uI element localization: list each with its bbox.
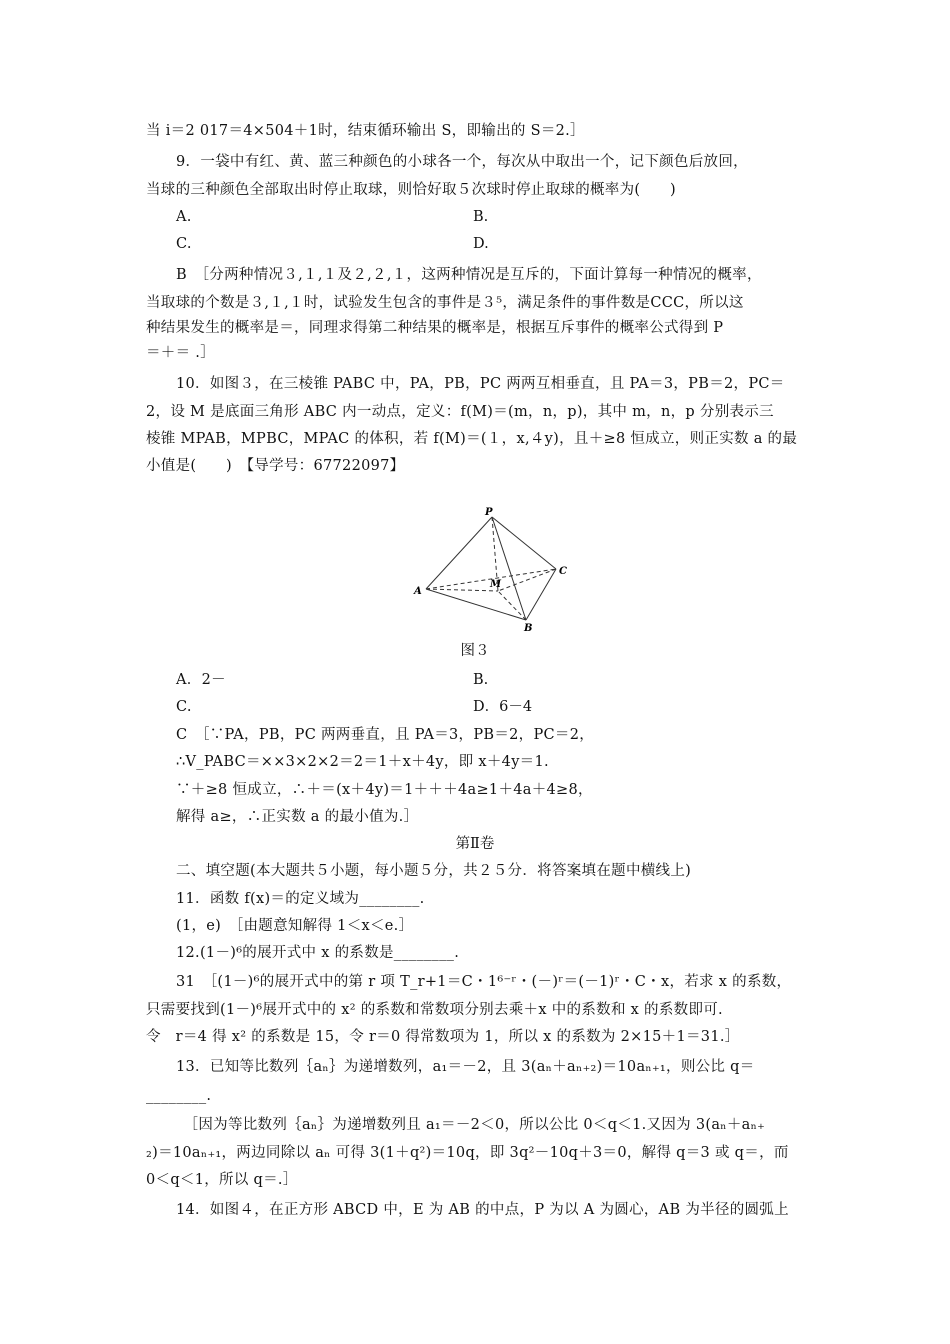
question-14: 14．如图４，在正方形 ABCD 中，E 为 AB 的中点，P 为以 A 为圆心，AB 为半径的圆弧上 xyxy=(176,1202,789,1218)
answer-12: 31 ［(1－)⁶的展开式中的第 r 项 T_r+1＝C・1⁶⁻ʳ・(－)ʳ＝(－1)ʳ・C・x，若求 x 的系数， xyxy=(176,974,792,990)
pyramid-figure xyxy=(410,505,585,635)
edge-PC xyxy=(492,517,556,569)
label-B: B xyxy=(524,623,533,634)
section-instructions: 二、填空题(本大题共５小题，每小题５分，共２５分．将答案填在题中横线上) xyxy=(176,863,692,879)
question-10-stem: 10．如图３，在三棱锥 PABC 中，PA，PB，PC 两两互相垂直，且 PA＝3，PB＝2，PC＝ xyxy=(176,376,785,392)
option-b: B. xyxy=(473,209,489,225)
text-line: 种结果发生的概率是＝，同理求得第二种结果的概率是，根据互斥事件的概率公式得到 P xyxy=(146,320,724,336)
pyramid-diagram xyxy=(410,505,585,635)
answer-blank: ________. xyxy=(146,1088,212,1104)
answer-11: (1，e) ［由题意知解得 1＜x＜e.］ xyxy=(176,918,414,934)
label-C: C xyxy=(559,566,567,577)
text-line: 当 i＝2 017＝4×504＋1时，结束循环输出 S，即输出的 S＝2.］ xyxy=(146,123,585,139)
question-13: 13．已知等比数列｛aₙ｝为递增数列，a₁＝－2，且 3(aₙ＋aₙ₊₂)＝10aₙ₊₁，则公比 q＝ xyxy=(176,1059,755,1075)
text-line: 只需要找到(1－)⁶展开式中的 x² 的系数和常数项分别去乘＋x 中的系数和 x 的系数即可. xyxy=(146,1002,723,1018)
answer-13: ［因为等比数列｛aₙ｝为递增数列且 a₁＝－2＜0，所以公比 0＜q＜1.又因为 3(aₙ＋aₙ₊ xyxy=(176,1117,766,1133)
text-line: 小值是( ) 【导学号：67722097】 xyxy=(146,458,405,474)
segment-AM xyxy=(426,589,498,591)
text-line: 解得 a≥，∴正实数 a 的最小值为.］ xyxy=(176,809,419,825)
answer-10: C ［∵PA，PB，PC 两两垂直，且 PA＝3，PB＝2，PC＝2， xyxy=(176,727,595,743)
label-M: M xyxy=(490,579,502,590)
question-11: 11．函数 f(x)＝的定义域为________. xyxy=(176,891,425,907)
text-line: ∵＋≥8 恒成立，∴＋＝(x＋4y)＝1＋＋＋4a≥1＋4a＋4≥8， xyxy=(176,782,593,798)
question-12: 12.(1－)⁶的展开式中 x 的系数是________. xyxy=(176,945,460,961)
text-line: 2，设 M 是底面三角形 ABC 内一动点，定义：f(M)＝(m，n，p)，其中 m，n，p 分别表示三 xyxy=(146,404,774,420)
option-d: D．6－4 xyxy=(473,699,533,715)
text-line: ＝＋＝ .］ xyxy=(146,345,216,361)
text-line: 令 r＝4 得 x² 的系数是 15，令 r＝0 得常数项为 1，所以 x 的系数为 2×15＋1＝31.］ xyxy=(146,1029,740,1045)
section-heading: 第Ⅱ卷 xyxy=(455,836,495,852)
text-line: 棱锥 MPAB，MPBC，MPAC 的体积，若 f(M)＝(１，x,４y)，且＋≥8 恒成立，则正实数 a 的最 xyxy=(146,431,798,447)
text-line: 当球的三种颜色全部取出时停止取球，则恰好取５次球时停止取球的概率为( ) xyxy=(146,182,676,198)
label-P: P xyxy=(485,507,493,518)
figure-caption: 图３ xyxy=(460,643,490,659)
label-A: A xyxy=(414,586,422,597)
text-line: ₂)＝10aₙ₊₁，两边同除以 aₙ 可得 3(1＋q²)＝10q，即 3q²－10q＋3＝0，解得 q＝3 或 q＝，而 xyxy=(146,1145,789,1161)
option-a: A．2－ xyxy=(176,672,226,688)
edge-BC xyxy=(526,569,556,620)
edge-PB xyxy=(492,517,526,620)
option-a: A. xyxy=(176,209,192,225)
text-line: 0＜q＜1，所以 q＝.］ xyxy=(146,1172,298,1188)
question-9-stem: 9．一袋中有红、黄、蓝三种颜色的小球各一个，每次从中取出一个，记下颜色后放回， xyxy=(176,154,748,170)
edge-PA xyxy=(426,517,492,589)
text-line: ∴V_PABC＝××3×2×2＝2＝1＋x＋4y，即 x＋4y＝1. xyxy=(176,754,549,770)
text-line: 当取球的个数是３,１,１时，试验发生包含的事件是３⁵，满足条件的事件数是CCC，所以这 xyxy=(146,295,744,311)
answer-9: B ［分两种情况３,１,１及２,２,１，这两种情况是互斥的，下面计算每一种情况的概率， xyxy=(176,267,762,283)
segment-CM xyxy=(498,569,556,591)
option-c: C. xyxy=(176,236,192,252)
option-c: C. xyxy=(176,699,192,715)
option-b: B. xyxy=(473,672,489,688)
option-d: D. xyxy=(473,236,489,252)
